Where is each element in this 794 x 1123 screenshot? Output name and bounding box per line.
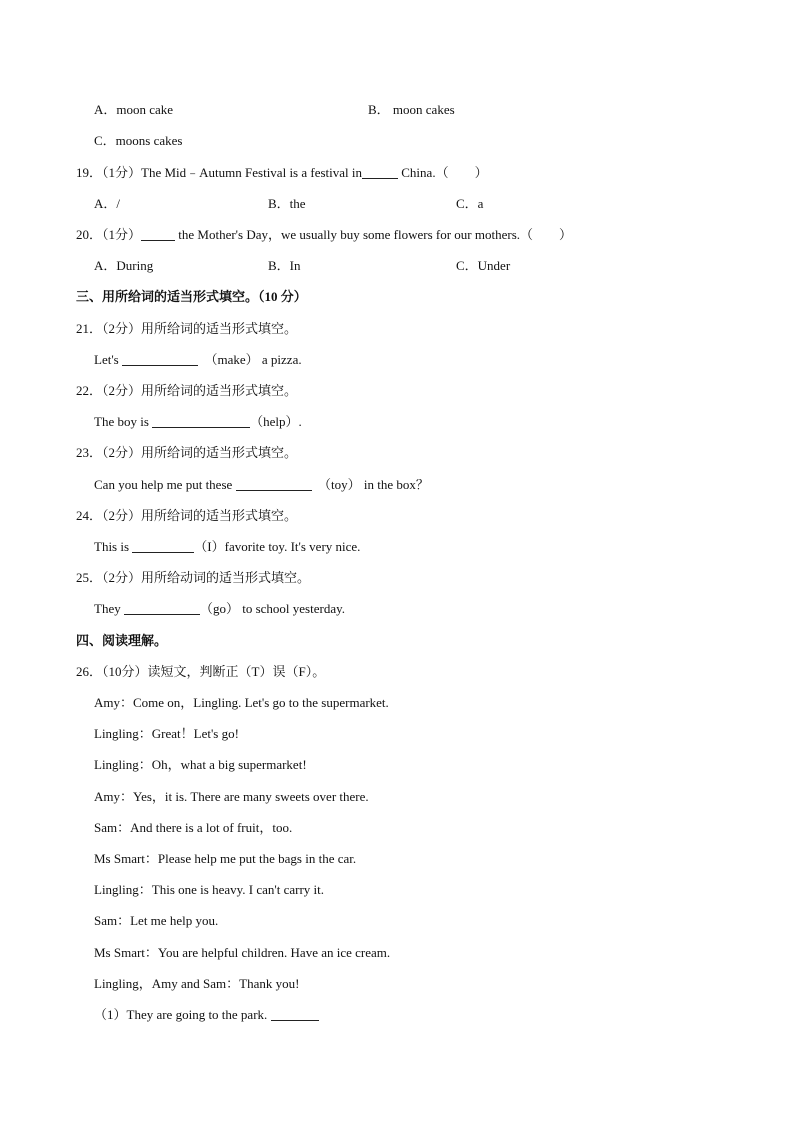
q19-number: 19． [76, 165, 103, 180]
q18-option-b[interactable]: B． moon cakes [368, 102, 455, 117]
q24-stem [76, 508, 297, 524]
dialogue-line: Lingling：This one is heavy. I can't carry it. [94, 882, 325, 897]
q19-option-a[interactable]: A．/ [94, 196, 121, 211]
q19-stem [76, 165, 488, 181]
q25-before: They [94, 601, 124, 616]
q24-after: favorite toy. It's very nice. [224, 539, 361, 554]
dialogue-line: Lingling，Amy and Sam：Thank you! [94, 976, 300, 991]
q23-score: （2分） [102, 445, 142, 460]
section-4-title: 四、阅读理解。 [76, 633, 168, 648]
q21-number: 21． [76, 321, 103, 336]
q20-option-a[interactable]: A．During [94, 258, 154, 273]
q26-sub1-text: （1）They are going to the park. [94, 1007, 271, 1022]
q21-score: （2分） [102, 321, 142, 336]
q23-sentence [94, 477, 429, 493]
q24-before: This is [94, 539, 133, 554]
q21-stem [76, 321, 297, 337]
q24-number: 24． [76, 508, 103, 523]
q19-text-after: China.（ ） [398, 165, 488, 180]
q23-before: Can you help me put these [94, 477, 236, 492]
dialogue-line: Amy：Come on，Lingling. Let's go to the supermarket. [94, 695, 389, 710]
q20-number: 20． [76, 227, 103, 242]
q22-sentence [94, 414, 302, 430]
q21-after: a pizza. [258, 352, 302, 367]
q23-hint: （toy） [318, 477, 361, 492]
q26-score: （10分） [102, 664, 148, 679]
q26-sub1-blank[interactable] [271, 1008, 319, 1021]
dialogue-line: Lingling：Oh，what a big supermarket! [94, 757, 307, 772]
q22-after: . [298, 414, 302, 429]
q24-blank[interactable] [132, 540, 194, 553]
q19-score: （1分） [102, 165, 142, 180]
q22-number: 22． [76, 383, 103, 398]
q21-blank[interactable] [122, 353, 198, 366]
q21-before: Let's [94, 352, 122, 367]
q20-option-b[interactable]: B．In [268, 258, 301, 273]
q26-stem [76, 664, 325, 680]
q22-score: （2分） [102, 383, 142, 398]
q26-number: 26． [76, 664, 103, 679]
q23-blank[interactable] [236, 478, 312, 491]
q22-instruction: 用所给词的适当形式填空。 [141, 383, 298, 398]
q20-stem [76, 227, 572, 243]
q23-instruction: 用所给词的适当形式填空。 [141, 445, 298, 460]
q25-sentence [94, 601, 345, 617]
q25-number: 25． [76, 570, 103, 585]
q25-after: to school yesterday. [238, 601, 346, 616]
q22-stem [76, 383, 297, 399]
q25-blank[interactable] [124, 602, 200, 615]
dialogue-line: Sam：Let me help you. [94, 913, 219, 928]
q25-score: （2分） [102, 570, 142, 585]
dialogue-line: Ms Smart：Please help me put the bags in the car. [94, 851, 357, 866]
q21-hint: （make） [204, 352, 259, 367]
dialogue-line: Lingling：Great！Let's go! [94, 726, 239, 741]
q23-number: 23． [76, 445, 103, 460]
q18-option-a[interactable]: A．moon cake [94, 102, 174, 117]
q22-before: The boy is [94, 414, 153, 429]
q19-option-c[interactable]: C．a [456, 196, 484, 211]
q19-text: The Mid﹣Autumn Festival is a festival in [141, 165, 363, 180]
q20-blank[interactable] [141, 228, 175, 241]
dialogue-line: Sam：And there is a lot of fruit，too. [94, 820, 293, 835]
section-3-title: 三、用所给词的适当形式填空。（10 分） [76, 289, 307, 304]
q20-score: （1分） [102, 227, 142, 242]
q24-sentence [94, 539, 360, 555]
q20-option-c[interactable]: C．Under [456, 258, 511, 273]
q23-after: in the box？ [360, 477, 429, 492]
q22-blank[interactable] [152, 415, 250, 428]
q18-option-c[interactable]: C．moons cakes [94, 133, 183, 148]
dialogue-line: Amy：Yes，it is. There are many sweets over there. [94, 789, 369, 804]
q20-text: the Mother's Day，we usually buy some flowers for our mothers.（ ） [175, 227, 573, 242]
q19-option-b[interactable]: B．the [268, 196, 306, 211]
q21-instruction: 用所给词的适当形式填空。 [141, 321, 298, 336]
q25-instruction: 用所给动词的适当形式填空。 [141, 570, 311, 585]
q24-instruction: 用所给词的适当形式填空。 [141, 508, 298, 523]
q25-stem [76, 570, 310, 586]
q26-instruction: 读短文，判断正（T）误（F）。 [147, 664, 326, 679]
q21-sentence [94, 352, 302, 368]
q22-hint: （help） [250, 414, 299, 429]
q24-score: （2分） [102, 508, 142, 523]
q25-hint: （go） [199, 601, 239, 616]
dialogue-line: Ms Smart：You are helpful children. Have an ice cream. [94, 945, 391, 960]
q23-stem [76, 445, 297, 461]
q19-blank[interactable] [362, 166, 398, 179]
q26-sub1 [94, 1007, 319, 1023]
q24-hint: （I） [194, 539, 225, 554]
